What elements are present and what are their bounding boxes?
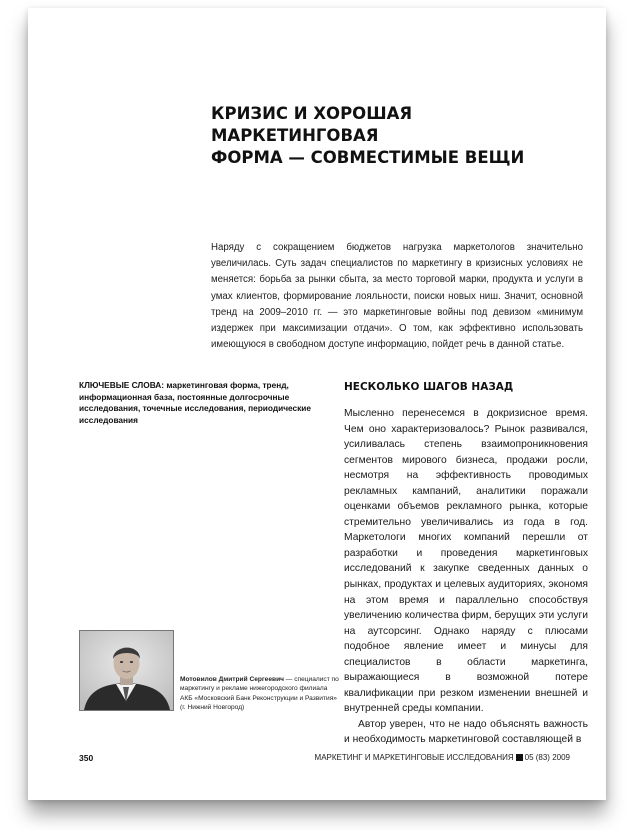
article-title-line-2: ФОРМА — СОВМЕСТИМЫЕ ВЕЩИ <box>211 148 525 167</box>
running-footer <box>315 753 570 762</box>
keywords-block <box>79 380 324 426</box>
article-title-line-1: КРИЗИС И ХОРОШАЯ МАРКЕТИНГОВАЯ <box>211 104 413 145</box>
article-lead: Наряду с сокращением бюджетов нагрузка маркетологов значительно увеличилась. Суть задач специалистов по маркетингу в кризисных условиях не меняется: борьба за рынки сбыта, за место торговой марки, продукта и услуги в умах клиентов, формирование лояльности, поиски новых ниш. Значит, основной тренд на 2009–2010 гг. — это маркетинговые войны под девизом «минимум издержек при максимизации отдачи». О том, как эффективно использовать имеющуюся в свободном доступе информацию, пойдет речь в данной статье. <box>211 242 583 351</box>
keywords-list: маркетинговая форма, тренд, информационная база, постоянные долгосрочные исследования, точечные исследования, периодические исследования <box>79 380 312 425</box>
author-description: — специалист по маркетингу и рекламе нижегородского филиала АКБ «Московский Банк Реконструкции и Развития» (г. Нижний Новгород) <box>180 676 339 711</box>
journal-page <box>28 8 606 800</box>
section-heading: НЕСКОЛЬКО ШАГОВ НАЗАД <box>344 381 514 393</box>
body-paragraph: Мысленно перенесемся в докризисное время. Чем оно характеризовалось? Рынок развивался, усиливалась степень взаимопроникновения сегментов мирового бизнеса, продажи росли, несмотря на эффективность проводимых рекламных кампаний, аналитики поражали оценками объемов рекламного рынка, которые стремительно увеличивались из года в год. Маркетологи многих компаний перешли от разработки и проведения маркетинговых исследований к закупке сведенных данных о рынках, продуктах и целевых аудиториях, экономя на этом время и параллельно способствуя увеличению количества фирм, берущих эти услуги на аутсорсинг. Однако наряду с плюсами подобное явление имеет и минусы для специалистов в области маркетинга, выражающиеся в возможной потере квалификации при резком изменении внешней и внутренней среды компании. <box>344 408 588 715</box>
author-name: Мотовилов Дмитрий Сергеевич <box>180 676 284 683</box>
author-bio <box>180 675 340 712</box>
keywords-label: КЛЮЧЕВЫЕ СЛОВА: <box>79 380 165 390</box>
body-paragraph: Автор уверен, что не надо объяснять важность и необходимость маркетинговой составляющей в <box>344 718 588 746</box>
author-portrait-image <box>80 631 173 710</box>
article-title <box>211 103 541 169</box>
separator-square-icon <box>516 754 523 761</box>
issue-number: 05 (83) 2009 <box>524 753 570 762</box>
article-body <box>344 406 588 748</box>
journal-name: МАРКЕТИНГ И МАРКЕТИНГОВЫЕ ИССЛЕДОВАНИЯ <box>314 753 514 762</box>
author-photo <box>79 630 174 711</box>
page-number: 350 <box>79 753 94 763</box>
